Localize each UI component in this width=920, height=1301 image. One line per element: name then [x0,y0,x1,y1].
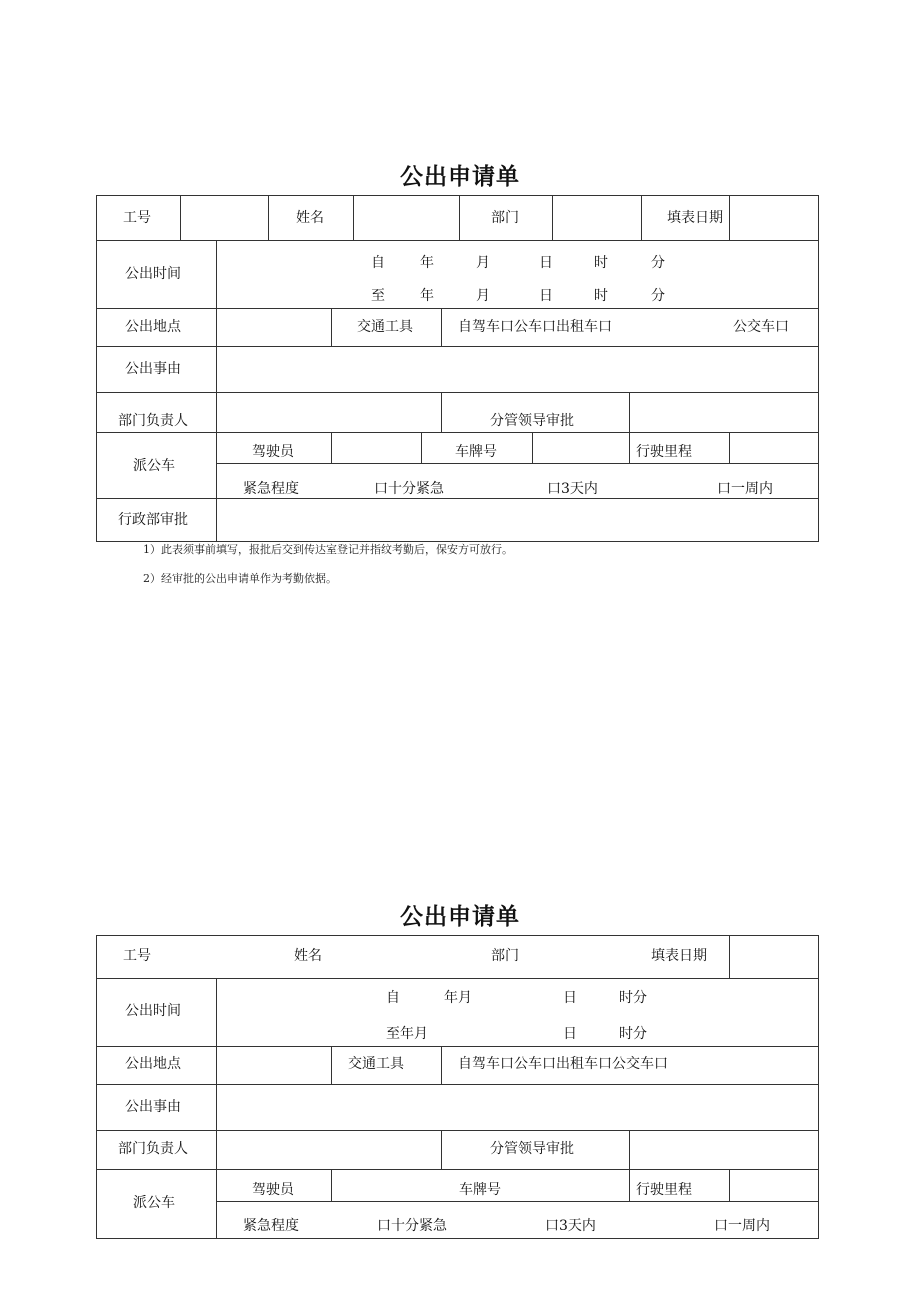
form-title: 公出申请单 [400,904,520,930]
place-label: 公出地点 [125,319,181,335]
time-from-hour-minute: 时分 [619,990,647,1006]
leader-approval-label: 分管领导审批 [490,413,574,429]
urgency-label: 紧急程度 [243,481,299,497]
admin-approval-label: 行政部审批 [118,512,188,528]
time-to-year: 年 [420,288,434,304]
time-from-hour: 时 [594,255,608,271]
time-label: 公出时间 [125,1003,181,1019]
time-from-start: 自 [386,990,400,1006]
time-from-day: 日 [539,255,553,271]
transport-label: 交通工具 [357,319,413,335]
leader-approval-label: 分管领导审批 [490,1141,574,1157]
time-from-minute: 分 [651,255,665,271]
transport-options[interactable]: 自驾车口公车口出租车口公交车口 [458,1056,668,1072]
dept-head-label: 部门负责人 [118,1141,188,1157]
time-to-year-month: 至年月 [386,1026,428,1042]
driver-label: 驾驶员 [252,1182,294,1198]
time-from-day: 日 [563,990,577,1006]
urgency-1-week[interactable]: 口一周内 [714,1218,770,1234]
time-from-month: 月 [476,255,490,271]
form-table-border [96,195,819,542]
place-label: 公出地点 [125,1056,181,1072]
transport-option-bus[interactable]: 公交车口 [733,319,789,335]
urgency-very-urgent[interactable]: 口十分紧急 [377,1218,447,1234]
fill-date-label: 填表日期 [667,210,723,226]
time-from-start: 自 [371,255,385,271]
form-table-border [96,935,819,1239]
urgency-3-days[interactable]: 口3天内 [547,481,598,497]
mileage-label: 行驶里程 [636,1182,692,1198]
plate-label: 车牌号 [459,1182,501,1198]
urgency-label: 紧急程度 [243,1218,299,1234]
dept-label: 部门 [491,210,519,226]
reason-label: 公出事由 [125,1099,181,1115]
car-label: 派公车 [133,458,175,474]
name-label: 姓名 [296,210,324,226]
time-from-year: 年 [420,255,434,271]
emp-id-label: 工号 [123,948,151,964]
note-1: 1）此表须事前填写，报批后交到传达室登记并指纹考勤后，保安方可放行。 [143,543,513,556]
urgency-1-week[interactable]: 口一周内 [717,481,773,497]
time-to-minute: 分 [651,288,665,304]
emp-id-label: 工号 [123,210,151,226]
urgency-3-days[interactable]: 口3天内 [545,1218,596,1234]
name-label: 姓名 [294,948,322,964]
urgency-very-urgent[interactable]: 口十分紧急 [374,481,444,497]
time-from-year-month: 年月 [444,990,472,1006]
fill-date-label: 填表日期 [651,948,707,964]
time-label: 公出时间 [125,266,181,282]
reason-label: 公出事由 [125,361,181,377]
time-to-hour: 时 [594,288,608,304]
time-to-start: 至 [371,288,385,304]
dept-label: 部门 [491,948,519,964]
driver-label: 驾驶员 [252,444,294,460]
transport-options[interactable]: 自驾车口公车口出租车口 [458,319,612,335]
time-to-month: 月 [476,288,490,304]
time-to-day: 日 [539,288,553,304]
car-label: 派公车 [133,1195,175,1211]
transport-label: 交通工具 [348,1056,404,1072]
plate-label: 车牌号 [455,444,497,460]
mileage-label: 行驶里程 [636,444,692,460]
time-to-day: 日 [563,1026,577,1042]
form-title: 公出申请单 [400,164,520,190]
note-2: 2）经审批的公出申请单作为考勤依据。 [143,572,337,585]
time-to-hour-minute: 时分 [619,1026,647,1042]
dept-head-label: 部门负责人 [118,413,188,429]
